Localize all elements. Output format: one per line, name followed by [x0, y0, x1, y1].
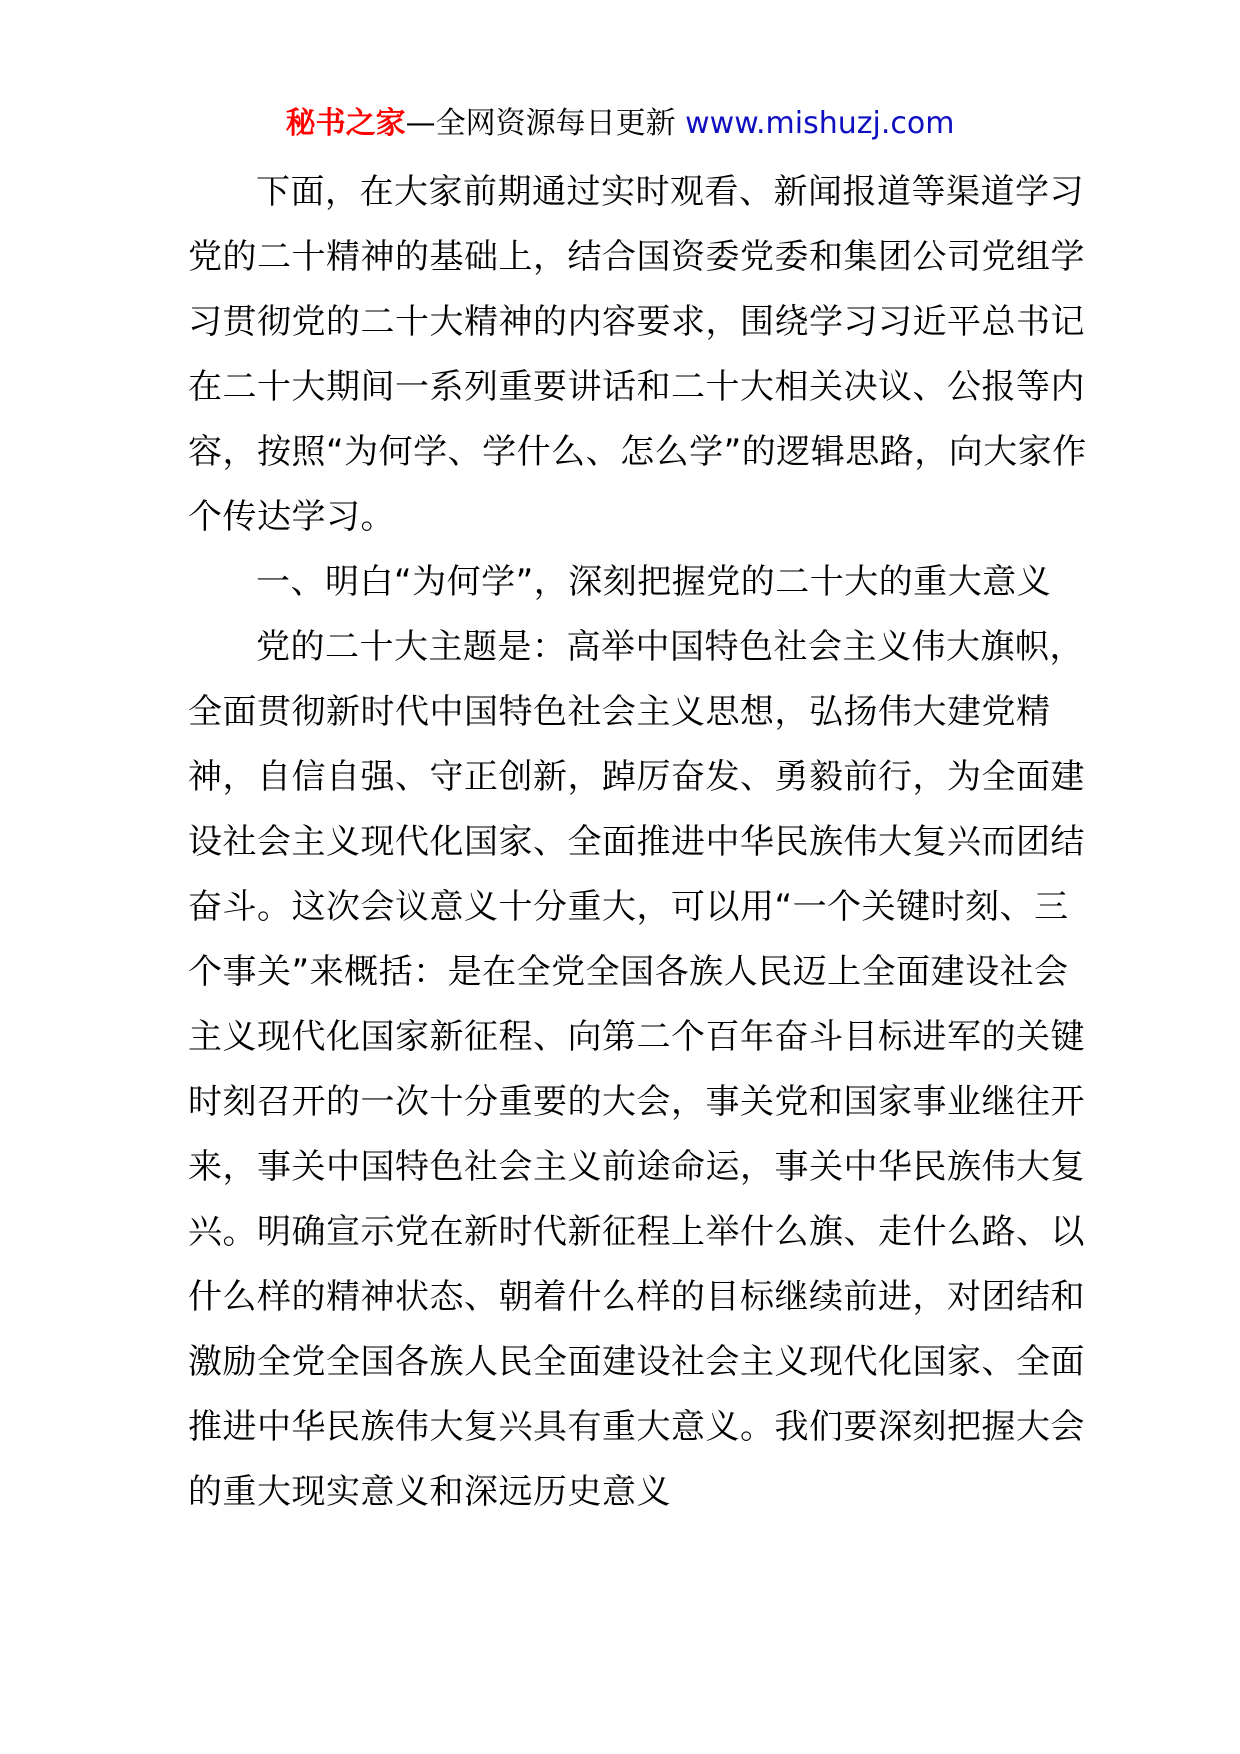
brand-name: 秘书之家 [285, 106, 406, 141]
website-link[interactable]: www.mishuzj.com [685, 106, 955, 141]
page-header [0, 100, 1240, 148]
paragraph-theme: 党的二十大主题是：高举中国特色社会主义伟大旗帜，全面贯彻新时代中国特色社会主义思想，弘扬伟大建党精神，自信自强、守正创新，踔厉奋发、勇毅前行，为全面建设社会主义现代化国家、全面推进中华民族伟大复兴而团结奋斗。这次会议意义十分重大，可以用“一个关键时刻、三个事关”来概括：是在全党全国各族人民迈上全面建设社会主义现代化国家新征程、向第二个百年奋斗目标进军的关键时刻召开的一次十分重要的大会，事关党和国家事业继往开来，事关中国特色社会主义前途命运，事关中华民族伟大复兴。明确宣示党在新时代新征程上举什么旗、走什么路、以什么样的精神状态、朝着什么样的目标继续前进，对团结和激励全党全国各族人民全面建设社会主义现代化国家、全面推进中华民族伟大复兴具有重大意义。我们要深刻把握大会的重大现实意义和深远历史意义 [188, 627, 1085, 1512]
header-tagline: —全网资源每日更新 [405, 106, 686, 141]
section-heading: 一、明白“为何学”，深刻把握党的二十大的重大意义 [256, 562, 1052, 602]
paragraph-intro: 下面，在大家前期通过实时观看、新闻报道等渠道学习党的二十精神的基础上，结合国资委党委和集团公司党组学习贯彻党的二十大精神的内容要求，围绕学习习近平总书记在二十大期间一系列重要讲话和二十大相关决议、公报等内容，按照“为何学、学什么、怎么学”的逻辑思路，向大家作个传达学习。 [188, 172, 1087, 537]
document-body [188, 160, 1088, 1525]
